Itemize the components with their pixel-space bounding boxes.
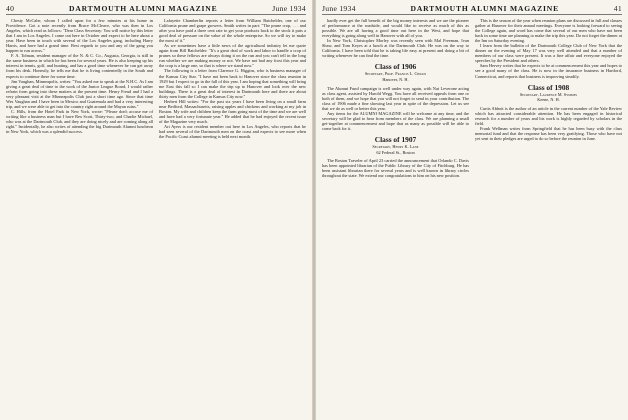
paragraph: The Alumni Fund campaign is well under way again, with Nat Leverone acting as class agent, assisted by Harold Wegg. You have all received appeals from one or both of them, and we hope that you will not forget to send in your contribution. The class of 1906 made a fine showing last year in spite of the depression. Let us see that we do as well or better this year. xyxy=(322,85,469,111)
paragraph: Curtis Abbott is the author of an article in the current number of the Yale Review which has attracted considerable attention. He has been engaged in historical research for a number of years and his work is highly regarded by scholars in the field. xyxy=(475,105,622,126)
paragraph: Jim Vaughan, Minneapolis, writes: "You asked me to speak at the N.H.C. As I am giving a great deal of time to the work of the Junior League Board, I would rather refrain from going into these matters at the present time. Henry Freud and I had a very pleasant visit at the Minneapolis Club just a short time ago. Since that time Wes Vaughan and I have been in Mexico and Guatemala and had a very interesting trip, and we were able to get into the country right around the Mayan ruins." xyxy=(6,78,153,109)
class-address: Hanover, N. H. xyxy=(382,76,409,82)
class-heading-1908 xyxy=(475,84,622,103)
running-title: DARTMOUTH ALUMNI MAGAZINE xyxy=(410,4,559,13)
paragraph: The Boston Traveler of April 23 carried the announcement that Orlando C. Davis has been appointed librarian of the Public Library of the City of Fitchburg. He has been assistant librarian there for several years and is well known in library circles throughout the state. We extend our congratulations to him on his new position. xyxy=(322,158,469,179)
left-page-column-1 xyxy=(6,18,153,139)
paragraph: Any items for the ALUMNI MAGAZINE will be welcome at any time, and the secretary will be glad to hear from members of the class. We are planning a small get-together at commencement and hope that as many as possible will be able to come back for it. xyxy=(322,110,469,131)
paragraph: F. A. Tolman, resident manager of the N. & C. Co., Augusta, Georgia, is still in the same business in which he has been for several years. He is also keeping up his interest in tennis, golf, and hunting, and has a good time whenever he can get away from his desk. Honestly, he tells me that he is living contentedly in the South and expects to continue there for some time. xyxy=(6,53,153,79)
right-page-column-2 xyxy=(475,18,622,178)
class-secretary: Secretary, Laurence M. Symmes xyxy=(519,91,578,97)
issue-date: June 1934 xyxy=(322,4,356,13)
left-page xyxy=(0,0,312,420)
paragraph: In New York, Christopher Morley was recently seen with Mal Freeman, Ivan Shaw, and Tom Keyes at a lunch at the Dartmouth Club. He was on the way to California. I have been told that he is taking life easy at present and doing a bit of writing whenever he can find the time. xyxy=(322,38,469,59)
paragraph: Sam Hervey writes that he expects to be at commencement this year and hopes to see a good many of the class. He is now in the insurance business in Hartford, Connecticut, and reports that business is improving steadily. xyxy=(475,63,622,79)
right-page xyxy=(316,0,628,420)
paragraph: C. Hills, from the Hotel Park in New York, wrote: "Please don't accuse me of writing like a business man but I have Rex Scott, Thirty-two, and Charlie Michael, who was at the Dartmouth Club, and they are doing nicely and are coming along all right." Incidentally, he also writes of attending the big Dartmouth Alumni luncheon in New York, which was a splendid success. xyxy=(6,108,153,135)
paragraph: This is the season of the year when reunion plans are discussed in full and classes gather at Hanover for their annual meetings. Everyone is looking forward to seeing the College again, and word has come that several of our men who have not been back in some time are planning to make the trip this year. Do not forget the dinner at the Inn on Saturday evening. xyxy=(475,18,622,44)
class-address: Keene, N. H. xyxy=(537,97,560,103)
paragraph: Lafayette Chamberlin reports a letter from William Batchelder, one of our California prune and grape growers. Smith writes in part: "The prune crop, . . . and after you have paid a three cent rate to get your products back to the stock it puts a good deal of pressure on the value of the whole enterprise. So we will try to make the most of it." xyxy=(159,18,306,44)
running-title: DARTMOUTH ALUMNI MAGAZINE xyxy=(69,4,218,13)
class-address: 62 Federal St., Boston xyxy=(376,149,415,155)
paragraph: Chesty McCabe, whom I called upon for a few minutes at his home in Providence. Got a note recently from Bruce McCleave, who was then in Los Angeles, which read as follows: "Dear Class Secretary: You will notice by this letter that I am in Los Angeles. I came out here in October and expect to be here about a year. Have been in touch with several of the Los Angeles gang, including Harry Harris, and have had a grand time. Best regards to you and any of the gang you happen to run across." xyxy=(6,18,153,54)
class-title: Class of 1908 xyxy=(527,82,570,92)
class-title: Class of 1906 xyxy=(374,62,417,72)
paragraph: hardly ever get the full benefit of the big money interests and we are the pioneer of performance at the roadside, and would like to receive as much of this as possible. We are all having a good time out here in the West, and hope that everything is going along well in Hanover with all of you. xyxy=(322,18,469,39)
page-number: 41 xyxy=(613,4,622,13)
paragraph: Frank Wellman writes from Springfield that he has been busy with the class memorial fund and that the response has been very gratifying. Those who have not yet sent in their pledges are urged to do so before the reunion in June. xyxy=(475,125,622,142)
paragraph: The following is a letter from Clarence G. Higgins, who is business manager of the Kansas City Star. "I have not been back to Hanover since the class reunion in 1929 but I expect to go in the fall of this year. I am hoping that something will bring me East this fall so I can make the trip up to Hanover and look over the new buildings. There is a great deal of interest in Dartmouth here and there are about thirty men from the College in Kansas City now." xyxy=(159,68,306,99)
left-page-header xyxy=(6,4,306,15)
issue-date: June 1934 xyxy=(272,4,306,13)
page-number: 40 xyxy=(6,4,15,13)
class-title: Class of 1907 xyxy=(374,134,417,144)
class-secretary: Secretary, Henry K. Lane xyxy=(372,143,419,149)
class-heading-1907 xyxy=(322,136,469,155)
class-heading-1906 xyxy=(322,63,469,82)
paragraph: Art Ayers is our resident member out here in Los Angeles, who reports that he had seen several of the Dartmouth men on the coast and expects to see more when the Pacific Coast alumni meeting is held next month. xyxy=(159,123,306,140)
class-secretary: Secretary, Prof. Francis L. Childs xyxy=(364,71,427,77)
paragraph: Herbert Hill writes: "For the past six years I have been living on a small farm near Bedford, Massachusetts, raising apples and chickens and working at my job in Boston. My wife and children keep the farm going most of the time and we are well and have had a very fortunate year." He added that he had enjoyed the recent issue of the Magazine very much. xyxy=(159,98,306,124)
paragraph: As we sometimes have a little news of the agricultural industry let me quote again from Bill Batchelder: "It's a great deal of work and labor to handle a crop of prunes so these fellows are always doing it on the run and you can't tell in the long run whether we are making money or not. We have not had any frost this year and the crop is a large one, so that is where we stand now." xyxy=(159,43,306,69)
left-page-column-2 xyxy=(159,18,306,139)
paragraph: I learn from the bulletin of the Dartmouth College Club of New York that the dinner on the evening of May 17 was very well attended and that a number of members of our class were present. It was a fine affair and everyone enjoyed the speeches by the President and others. xyxy=(475,43,622,64)
right-page-header xyxy=(322,4,622,15)
right-page-column-1 xyxy=(322,18,469,178)
